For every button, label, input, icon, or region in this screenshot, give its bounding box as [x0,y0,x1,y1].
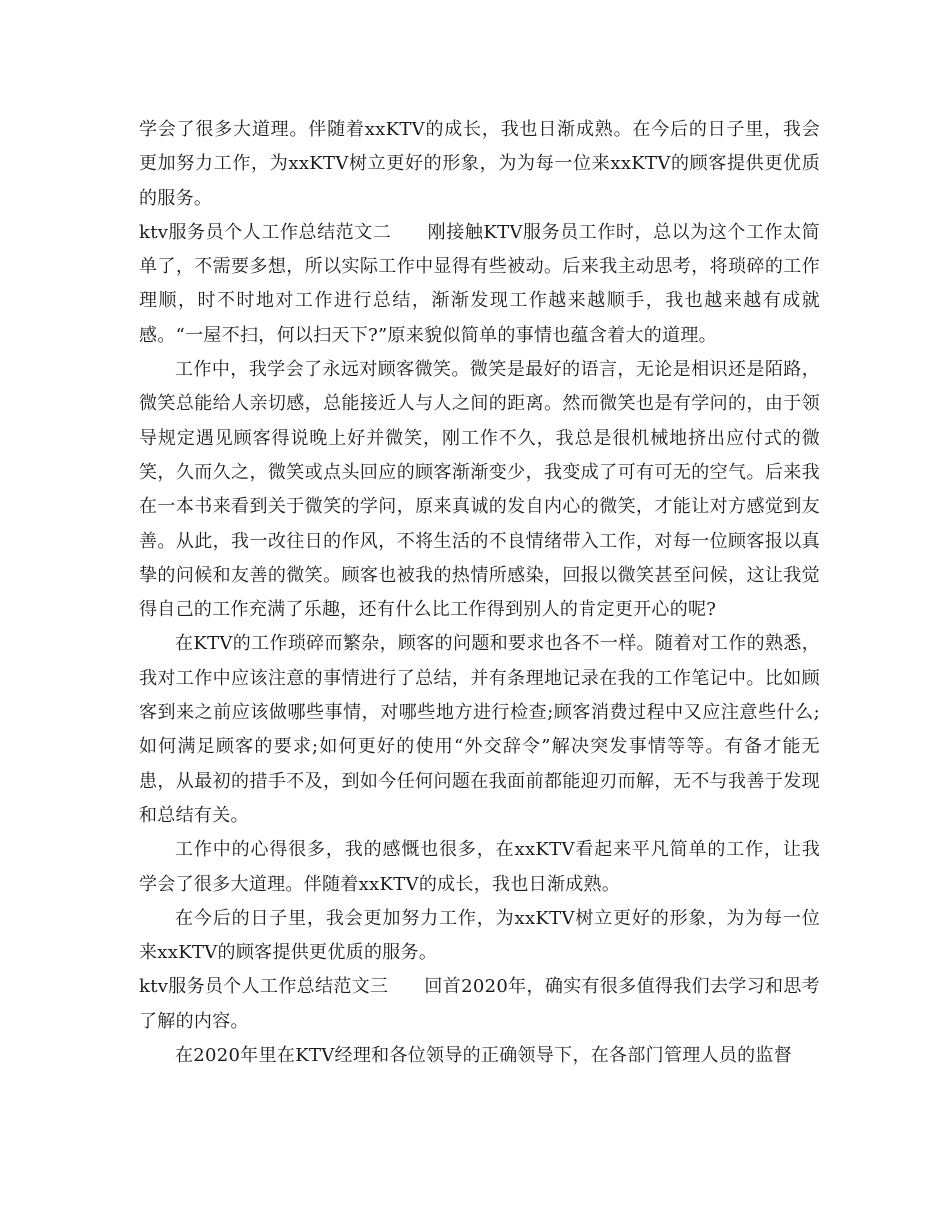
paragraph-continuation [139,113,820,216]
paragraph-smile [139,353,820,627]
paragraph-future [139,902,820,971]
paragraph-text: 在KTV的工作琐碎而繁杂，顾客的问题和要求也各不一样。随着对工作的熟悉，我对工作中应该注意的事情进行了总结，并有条理地记录在我的工作笔记中。比如顾客到来之前应该做哪些事情，对哪些地方进行检查;顾客消费过程中又应注意些什么;如何满足顾客的要求;如何更好的使用“外交辞令”解决突发事情等等。有备才能无患，从最初的措手不及，到如今任何问题在我面前都能迎刃而解，无不与我善于发现和总结有关。 [139,633,820,826]
paragraph-2020 [139,1039,820,1073]
section-title: ktv服务员个人工作总结范文三 [139,976,389,998]
paragraph-text: 工作中，我学会了永远对顾客微笑。微笑是最好的语言，无论是相识还是陌路，微笑总能给人亲切感，总能接近人与人之间的距离。然而微笑也是有学问的，由于领导规定遇见顾客得说晚上好并微笑，刚工作不久，我总是很机械地挤出应付式的微笑，久而久之，微笑或点头回应的顾客渐渐变少，我变成了可有可无的空气。后来我在一本书来看到关于微笑的学问，原来真诚的发自内心的微笑，才能让对方感觉到友善。从此，我一改往日的作风，不将生活的不良情绪带入工作，对每一位顾客报以真挚的问候和友善的微笑。顾客也被我的热情所感染，回报以微笑甚至问候，这让我觉得自己的工作充满了乐趣，还有什么比工作得到别人的肯定更开心的呢? [139,359,820,621]
section-title: ktv服务员个人工作总结范文二 [139,221,392,243]
paragraph-text: 在今后的日子里，我会更加努力工作，为xxKTV树立更好的形象，为为每一位来xxKTV的顾客提供更优质的服务。 [139,907,820,964]
paragraph-text: 工作中的心得很多，我的感慨也很多，在xxKTV看起来平凡简单的工作，让我学会了很多大道理。伴随着xxKTV的成长，我也日渐成熟。 [139,839,820,895]
section-two-paragraph [139,216,820,353]
paragraph-insights [139,833,820,902]
paragraph-text: 刚接触KTV服务员工作时，总以为这个工作太简单了，不需要多想，所以实际工作中显得有些被动。后来我主动思考，将琐碎的工作理顺，时不时地对工作进行总结，渐渐发现工作越来越顺手，我也越来越有成就感。“一屋不扫，何以扫天下?”原来貌似简单的事情也蕴含着大的道理。 [139,221,820,346]
paragraph-text: 在2020年里在KTV经理和各位领导的正确领导下，在各部门管理人员的监督 [175,1045,793,1067]
section-three-paragraph [139,970,820,1039]
paragraph-text: 回首2020年，确实有很多值得我们去学习和思考了解的内容。 [139,976,820,1032]
paragraph-notes [139,627,820,833]
paragraph-text: 学会了很多大道理。伴随着xxKTV的成长，我也日渐成熟。在今后的日子里，我会更加努力工作，为xxKTV树立更好的形象，为为每一位来xxKTV的顾客提供更优质的服务。 [139,119,820,209]
